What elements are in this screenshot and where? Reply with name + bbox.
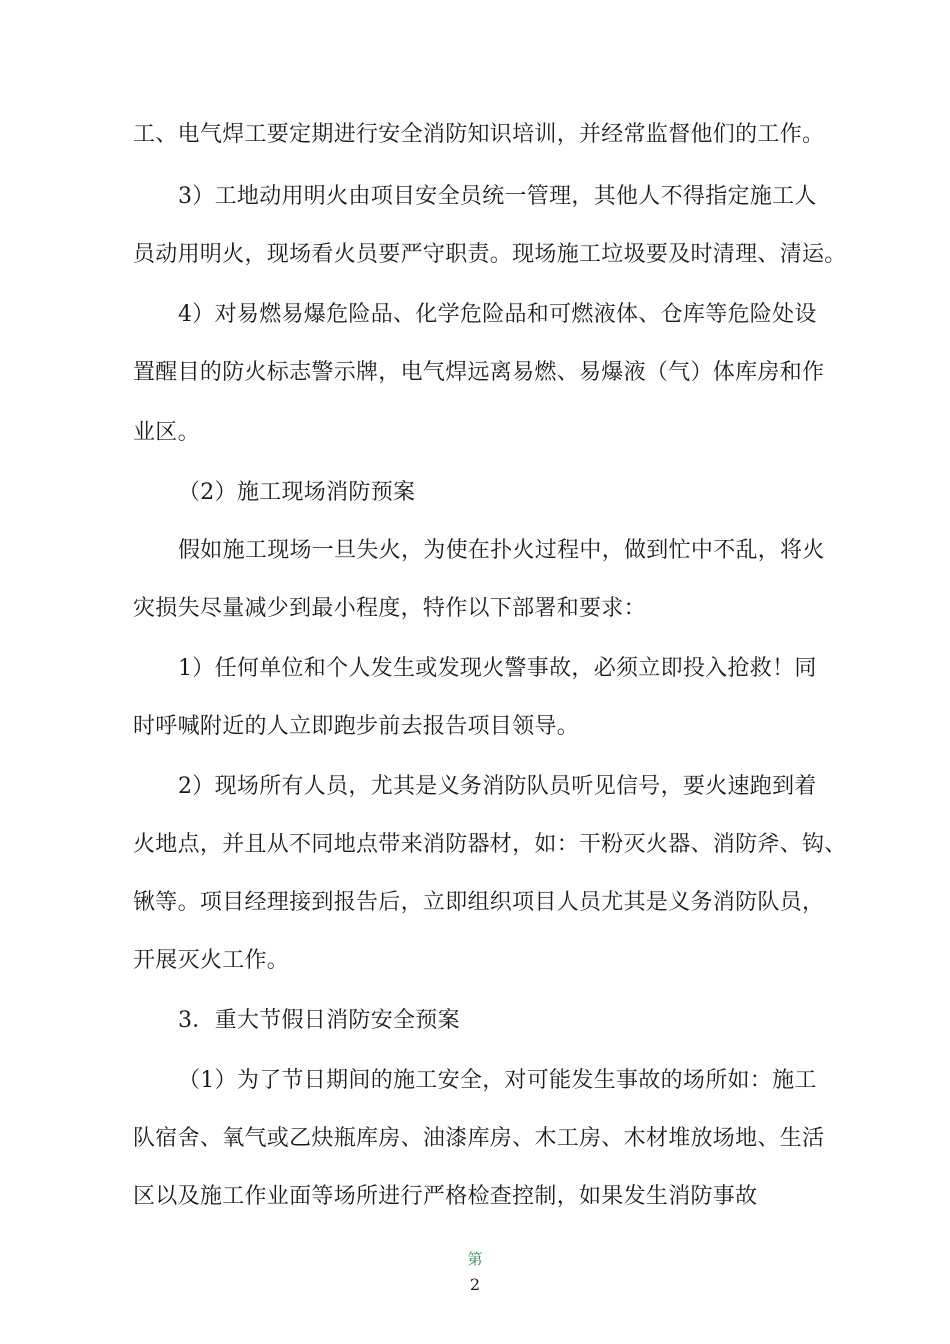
paragraph-line: 区以及施工作业面等场所进行严格检查控制，如果发生消防事故 xyxy=(133,1184,758,1209)
paragraph-line: 业区。 xyxy=(133,420,200,445)
paragraph-line: 工、电气焊工要定期进行安全消防知识培训，并经常监督他们的工作。 xyxy=(133,122,825,147)
paragraph-line: 4）对易燃易爆危险品、化学危险品和可燃液体、仓库等危险处设 xyxy=(178,302,817,327)
paragraph-line: 1）任何单位和个人发生或发现火警事故，必须立即投入抢救！同 xyxy=(178,656,817,681)
paragraph-line: 锹等。项目经理接到报告后，立即组织项目人员尤其是义务消防队员， xyxy=(133,890,825,915)
section-heading: （2）施工现场消防预案 xyxy=(178,480,416,505)
paragraph-line: 员动用明火，现场看火员要严守职责。现场施工垃圾要及时清理、清运。 xyxy=(133,242,847,267)
paragraph-line: （1）为了节日期间的施工安全，对可能发生事故的场所如：施工 xyxy=(178,1068,817,1093)
paragraph-line: 2）现场所有人员，尤其是义务消防队员听见信号，要火速跑到着 xyxy=(178,774,817,799)
paragraph-line: 3）工地动用明火由项目安全员统一管理，其他人不得指定施工人 xyxy=(178,184,817,209)
paragraph-line: 开展灭火工作。 xyxy=(133,948,290,973)
paragraph-line: 时呼喊附近的人立即跑步前去报告项目领导。 xyxy=(133,714,580,739)
section-heading: 3．重大节假日消防安全预案 xyxy=(178,1008,460,1033)
paragraph-line: 火地点，并且从不同地点带来消防器材，如：干粉灭火器、消防斧、钩、 xyxy=(133,832,847,857)
page-number: 2 xyxy=(469,1275,481,1294)
page-label: 第 xyxy=(467,1250,483,1268)
paragraph-line: 灾损失尽量减少到最小程度，特作以下部署和要求： xyxy=(133,596,646,621)
paragraph-line: 假如施工现场一旦失火，为使在扑火过程中，做到忙中不乱，将火 xyxy=(178,538,825,563)
paragraph-line: 置醒目的防火标志警示牌，电气焊远离易燃、易爆液（气）体库房和作 xyxy=(133,360,825,385)
paragraph-line: 队宿舍、氧气或乙炔瓶库房、油漆库房、木工房、木材堆放场地、生活 xyxy=(133,1126,825,1151)
